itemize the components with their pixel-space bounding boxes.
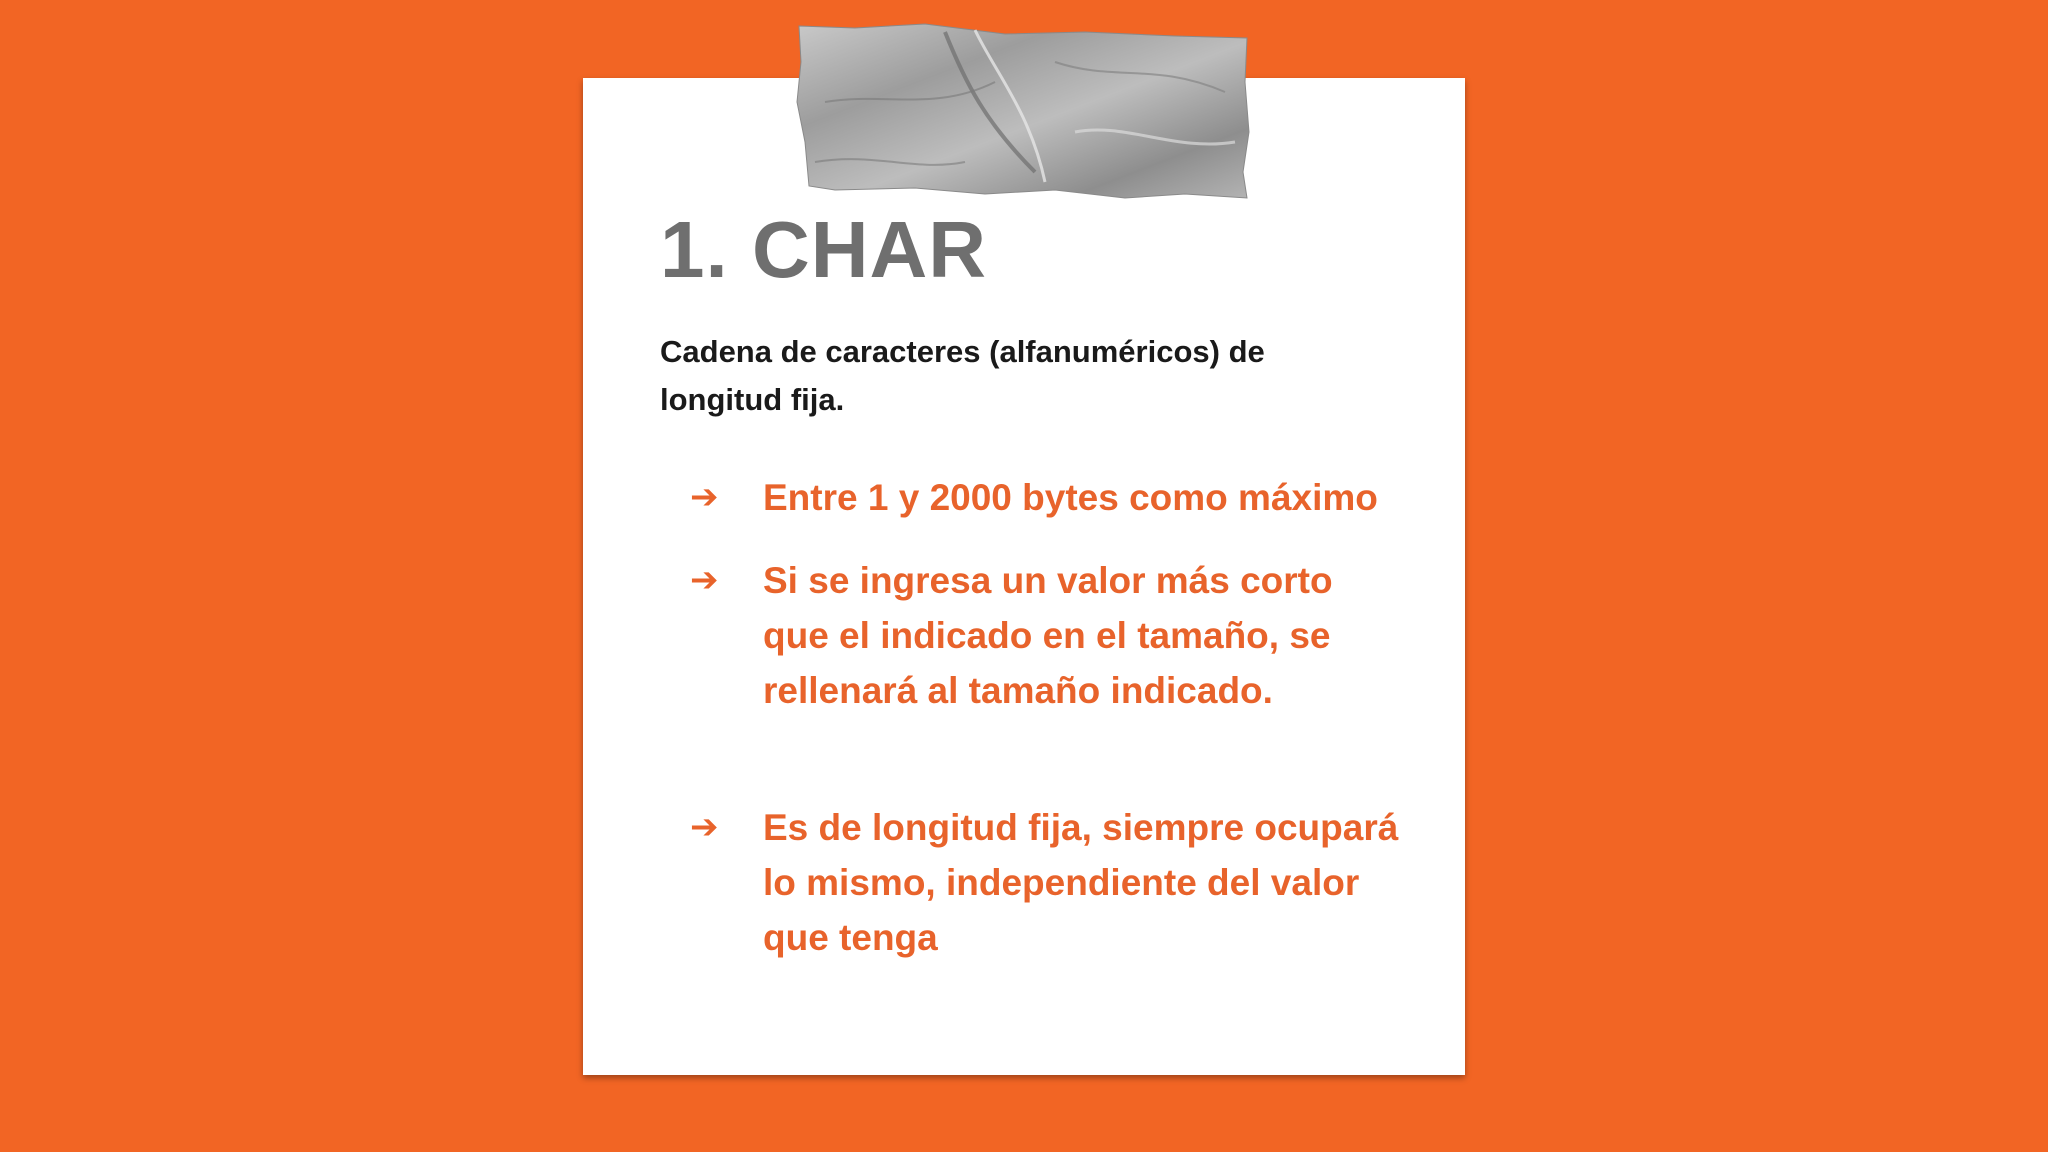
arrow-right-icon: ➔ [690, 808, 719, 846]
duct-tape-image [795, 22, 1251, 200]
bullet-text: Si se ingresa un valor más corto que el indicado en el tamaño, se rellenará al tamaño indicado. [763, 560, 1333, 711]
bullet-text: Entre 1 y 2000 bytes como máximo [763, 477, 1378, 518]
slide-subtitle: Cadena de caracteres (alfanuméricos) de longitud fija. [660, 334, 1265, 417]
arrow-right-icon: ➔ [690, 561, 719, 599]
bullet-list [690, 470, 1400, 965]
arrow-right-icon: ➔ [690, 478, 719, 516]
bullet-item [690, 470, 1400, 525]
bullet-text: Es de longitud fija, siempre ocupará lo mismo, independiente del valor que tenga [763, 807, 1399, 958]
bullet-item [690, 553, 1400, 718]
slide-title: 1. CHAR [660, 205, 988, 294]
bullet-item [690, 800, 1400, 965]
